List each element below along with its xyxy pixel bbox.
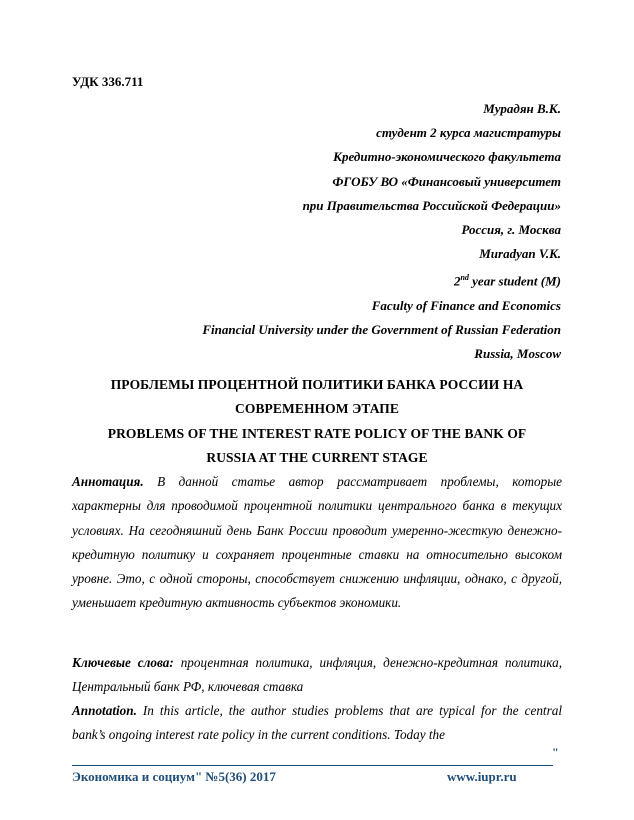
title-en-line-1: PROBLEMS OF THE INTEREST RATE POLICY OF THE BANK OF bbox=[107, 425, 527, 441]
author-location-en: Russia, Moscow bbox=[474, 346, 561, 362]
author-year-number: 2 bbox=[453, 273, 461, 289]
title-ru-line-1: ПРОБЛЕМЫ ПРОЦЕНТНОЙ ПОЛИТИКИ БАНКА РОССИИ НА bbox=[110, 377, 524, 392]
annotation-label: Annotation. bbox=[72, 703, 137, 718]
udk-code: УДК 336.711 bbox=[72, 74, 144, 89]
title-ru-line-2: СОВРЕМЕННОМ ЭТАПЕ bbox=[235, 401, 399, 417]
author-status-ru: студент 2 курса магистратуры bbox=[376, 125, 561, 141]
author-status-en bbox=[71, 266, 561, 294]
author-university-ru-2: при Правительства Российской Федерации» bbox=[302, 197, 561, 213]
author-university-en: Financial University under the Government of Russian Federation bbox=[202, 322, 561, 338]
keywords-text: процентная политика, инфляция, денежно-кредитная политика, Центральный банк РФ, ключевая ставка bbox=[72, 655, 562, 694]
author-faculty-en: Faculty of Finance and Economics bbox=[371, 297, 561, 313]
title-en-line-2: RUSSIA AT THE CURRENT STAGE bbox=[206, 450, 428, 466]
article-titles bbox=[72, 373, 562, 471]
author-faculty-ru: Кредитно-экономического факультета bbox=[333, 149, 561, 165]
abstract-label: Аннотация. bbox=[72, 474, 144, 489]
author-name-en: Muradyan V.K. bbox=[479, 246, 561, 262]
keywords-ru bbox=[72, 651, 562, 699]
abstract-ru bbox=[72, 470, 562, 616]
author-year-rest: year student (M) bbox=[468, 273, 561, 289]
author-block bbox=[71, 97, 561, 367]
annotation-text: In this article, the author studies problems that are typical for the central bank’s ongoing interest rate policy in the current conditions. Today the bbox=[72, 703, 562, 743]
annotation-en bbox=[72, 699, 562, 747]
author-name-ru: Мурадян В.К. bbox=[483, 101, 561, 116]
abstract-text: В данной статье автор рассматривает проблемы, которые характерны для проводимой процентной политики центрального банка в текущих условиях. На сегодняшний день Банк России проводит умеренно-жесткую денежно-кредитную политику и сохраняет процентные ставки на относительно высоком уровне. Это, с одной стороны, способствует снижению инфляции, однако, с другой, уменьшает кредитную активность субъектов экономики. bbox=[72, 474, 562, 611]
footer-journal: Экономика и социум" №5(36) 2017 bbox=[72, 769, 276, 784]
author-university-ru: ФГОБУ ВО «Финансовый университет bbox=[332, 173, 561, 189]
author-location-ru: Россия, г. Москва bbox=[461, 222, 561, 238]
footer-divider bbox=[72, 765, 553, 766]
keywords-label: Ключевые слова: bbox=[72, 655, 174, 670]
footer-url[interactable]: www.iupr.ru bbox=[447, 769, 517, 784]
author-year-suffix: nd bbox=[460, 273, 469, 283]
footer-quote-mark: " bbox=[552, 745, 559, 759]
